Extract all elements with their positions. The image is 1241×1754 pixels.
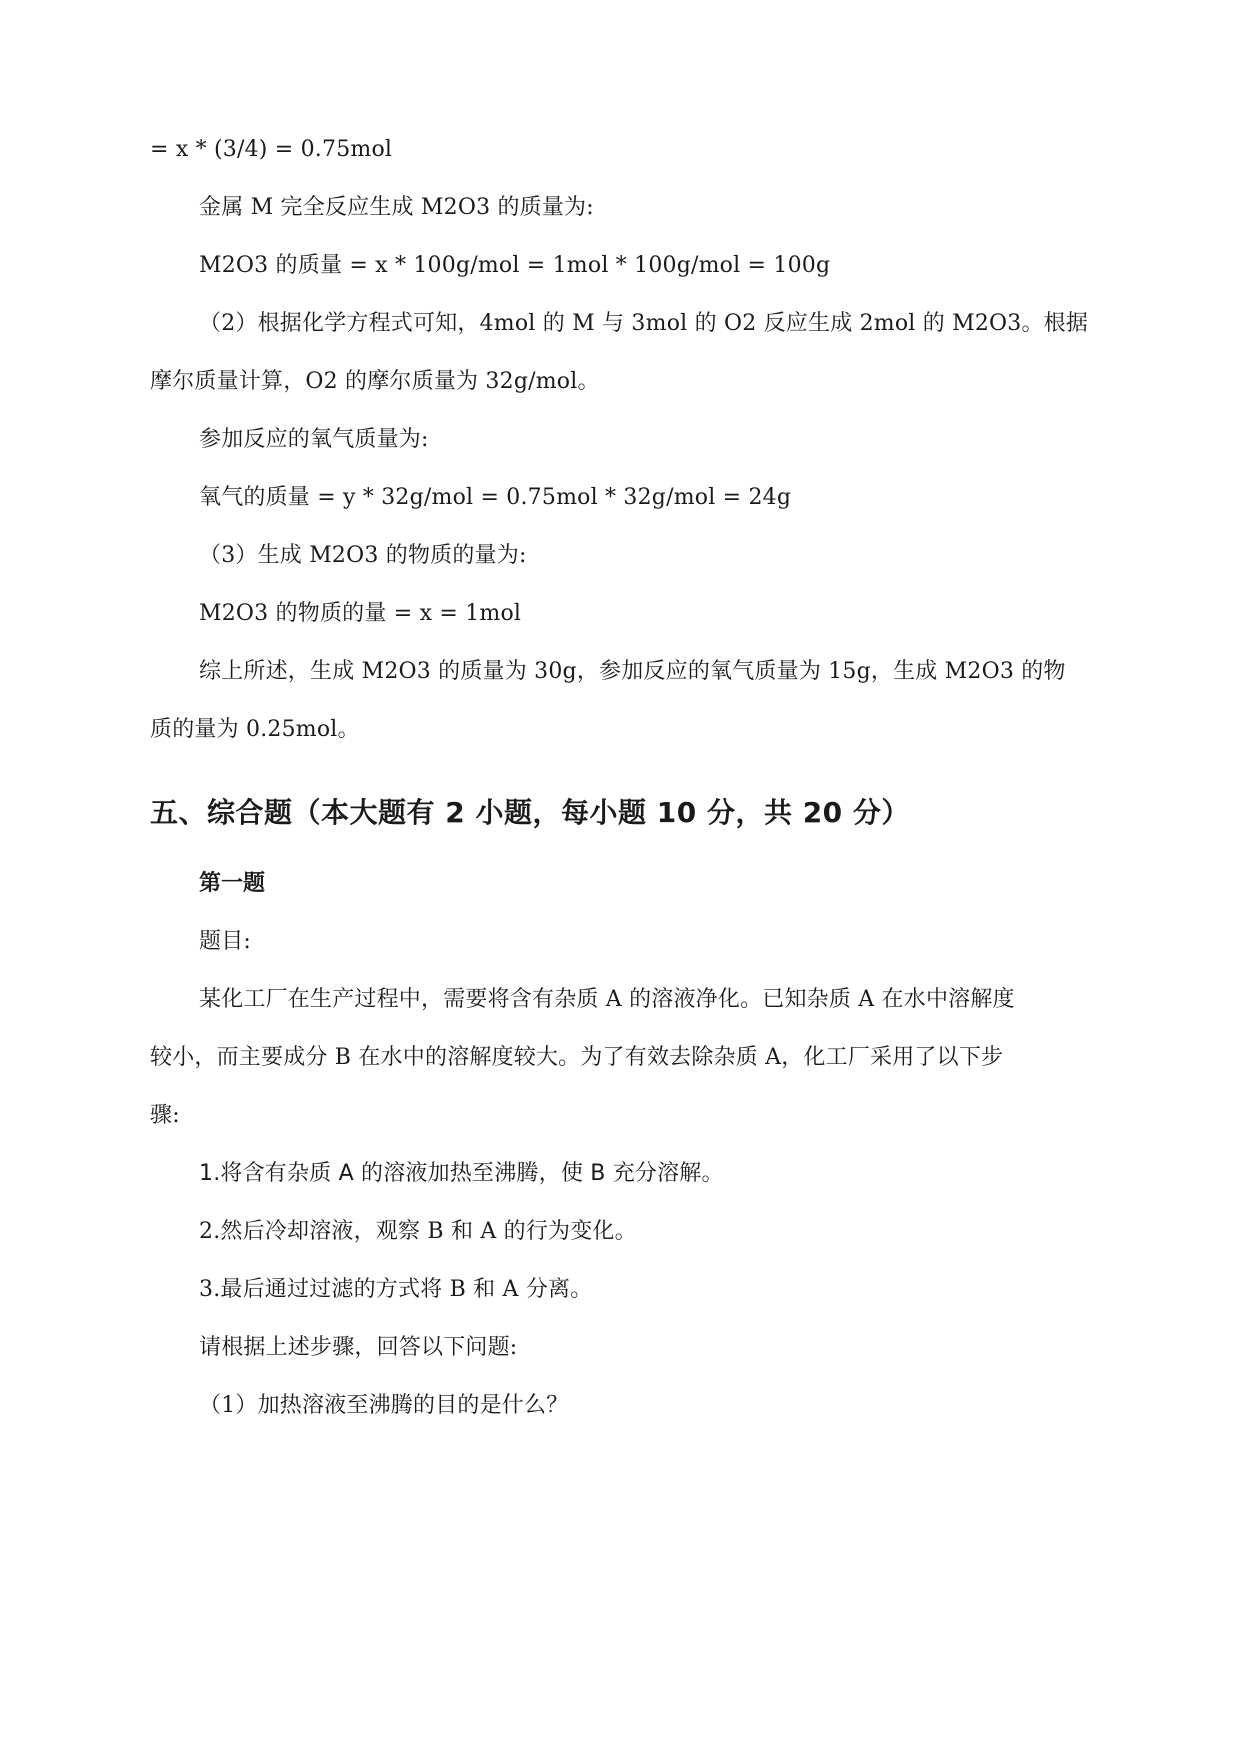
- summary-line-1: 综上所述，生成 M2O3 的质量为 30g，参加反应的氧气质量为 15g，生成 M2O3 的物: [199, 659, 1066, 684]
- oxygen-intro: 参加反应的氧气质量为:: [199, 427, 429, 452]
- oxygen-mass-line: 氧气的质量 = y * 32g/mol = 0.75mol * 32g/mol = 24g: [199, 485, 792, 510]
- ask-line: 请根据上述步骤，回答以下问题:: [199, 1335, 518, 1360]
- question-body-line-3: 骤:: [150, 1103, 180, 1128]
- question-body-line-2: 较小，而主要成分 B 在水中的溶解度较大。为了有效去除杂质 A，化工厂采用了以下步: [150, 1045, 1004, 1070]
- m2o3-mass-line: M2O3 的质量 = x * 100g/mol = 1mol * 100g/mol = 100g: [199, 253, 831, 278]
- metal-mass-intro: 金属 M 完全反应生成 M2O3 的质量为:: [199, 195, 594, 220]
- calc-y-line: = x * (3/4) = 0.75mol: [150, 137, 393, 162]
- question-1: （1）加热溶液至沸腾的目的是什么？: [199, 1393, 569, 1418]
- prompt-label: 题目:: [199, 929, 252, 954]
- question-body-line-1: 某化工厂在生产过程中，需要将含有杂质 A 的溶液净化。已知杂质 A 在水中溶解度: [199, 987, 1015, 1012]
- part2-line-1: （2）根据化学方程式可知，4mol 的 M 与 3mol 的 O2 反应生成 2mol 的 M2O3。根据: [199, 311, 1089, 336]
- section-heading: 五、综合题（本大题有 2 小题，每小题 10 分，共 20 分）: [150, 796, 910, 829]
- step-3: 3.最后通过过滤的方式将 B 和 A 分离。: [199, 1277, 593, 1302]
- part2-line-2: 摩尔质量计算，O2 的摩尔质量为 32g/mol。: [150, 369, 600, 394]
- question-title: 第一题: [199, 871, 266, 896]
- summary-line-2: 质的量为 0.25mol。: [150, 717, 360, 742]
- part3-intro: （3）生成 M2O3 的物质的量为:: [199, 543, 527, 568]
- m2o3-amount-line: M2O3 的物质的量 = x = 1mol: [199, 601, 522, 626]
- step-1: 1.将含有杂质 A 的溶液加热至沸腾，使 B 充分溶解。: [199, 1161, 724, 1186]
- step-2: 2.然后冷却溶液，观察 B 和 A 的行为变化。: [199, 1219, 637, 1244]
